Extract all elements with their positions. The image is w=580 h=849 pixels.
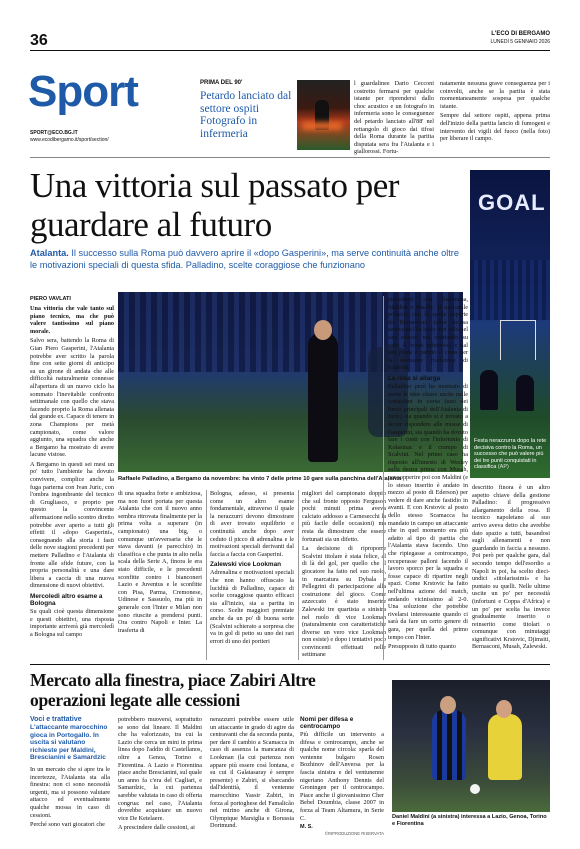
- second-col2: potrebbero muoversi, soprattutto se sono dai lineare. Il Maldini che ha valorizzato, tra cui la Lazio che cerca un mini in prima linea dopo l'addio di Castellanos, oltre a Genoa, Torino e Fiorentina. A Lazio e Fiorentina piace anche Brescianini, sul quale un anno fa c'era del Cagliari, e Samardzic, la cui partenza sarebbe valutata in caso di offerta congrua: nel caso, l'Atalanta dovrebbe acquistare un nuovo vice De Ketelaere. A prescindere dalle cessioni, ai: [118, 716, 203, 832]
- second-col4: Nomi per difesa e centrocampo Più difficile un intervento a difesa e centrocampo, anche se qualche nome circola: sparla del ventenne bulgaro Rosen Bozhinov dell'Anversa per la fascia sinistra e del ventunenne nigeriano Anthony Dennis del Groningen per il centrocampo. Piace anche il giovanissimo Cher Bebel Doumbia, classe 2007 in forza al Team Altamura, in Serie C. M. S. ©RIPRODUZIONE RISERVATA: [300, 716, 384, 837]
- teaser-kicker: PRIMA DEL 90': [200, 80, 243, 86]
- main-lead: [30, 248, 460, 271]
- main-col3: Bologna, adesso, si presenta come un altro esame fondamentale, attraverso il quale la nerazzurri devono dimostrare di aver trovato equilibrio e continuità anche dopo aver ceduto il picco di adrenalina e le motivazioni speciali derivanti dal faccia a faccia con Gasperini. Zalewski vice Lookman Adrenalina e motivazioni speciali che non hanno offuscato la lucidità di Palladino, capace di scelte coraggiose quanto efficaci sia all'inizio, sia a partita in corso. Scelte maggiori premiate anche da un po' di buona sorte (Scalvini schierato a sorpresa che va in gol di petto su uno dei rari errori di uno dei portieri: [210, 490, 294, 645]
- second-sign: M. S.: [300, 824, 313, 831]
- lead-text: Il successo sulla Roma può davvero aprire il «dopo Gasperini», ma serve continuità anche oltre le motivazioni speciali di questa sfida. Palladino, scelte coraggiose che funzionano: [30, 248, 459, 270]
- teaser-text-col2: natamente nessuna grave conseguenza per i coinvolti, anche se la partita è stata momentaneamente sospesa per qualche istante. Sempre dal settore ospiti, appena prima dell'inizio della partita lancio di fumogeni e intervento dei vigili del fuoco (nella foto) per liberare il campo.: [440, 80, 550, 143]
- teaser-text-col1: l guardalinee Dario Cecconi costretto fermarsi per qualche istante per riprendersi dallo choc acustico e un fotografo in infermeria sono le conseguenze del petardo lanciato all'88' nel rettangolo di gioco dai tifosi della Roma durante la partita disputata sera fra l'Atalanta e i giallorossi. Fortu-: [354, 80, 434, 156]
- second-sub: Voci e trattative: [30, 716, 82, 723]
- teaser-headline[interactable]: Petardo lanciato dal settore ospiti Fotografo in infermeria: [200, 90, 292, 140]
- second-col3: nerazzurri potrebbe essere utile un attaccante in grado di agire da centravanti che da seconda punta, per dare il cambio a Scamacca in caso di assenza la mancanza di Lookman (la cui partenza non appare più essere così lontana, e su cui il Galatasaray è sempre presente) e Zabiri, si sbarcando dall'identità, il ventenne marocchino Yassir Zabiri, in forza al portoghese del Famalicão nel mirino anche di Girona, Olympique Marsiglia e Borussia Dortmund.: [210, 716, 294, 830]
- issue-date: LUNEDÌ 5 GENNAIO 2026: [490, 39, 550, 45]
- divider-2: [298, 490, 299, 660]
- second-col1: Voci e trattative L'attaccante marocchino gioca in Portogallo. In uscita si valutano richieste per Maldini, Brescianini e Samardzic In un mercato che si apre tra le incertezze, l'Atalanta sta alla finestra: non ci sono necessità urgenti, ma si possono valutare attacco ed eventualmente qualche mossa in caso di cessioni. Perché sono vari giocatori che: [30, 716, 110, 829]
- section-title: Sport: [28, 67, 138, 116]
- main-col6: descritto finora è un altro aspetto chiave della gestione Palladino: il progressivo allargamento della rosa. Il tecnico napoletano al suo arrivo aveva detto che avrebbe dato spazio a tutti, basandosi sugli allenamenti e non guardando in faccia a nessuno. Poi però per qualche gara, dal secondo tempo dell'esordio a Napoli in poi, ha scelto dieci-undici «titolarissimi» e ha puntato su quelli. Nelle ultime uscite un po' per necessità (infortuni e Coppa d'Africa) e un po' per scelta ha invece gradualmente inserito o reinserito come titolari o comunque con minutaggi significativi Krstovic, Djimsiti, Bernasconi, Musah, Zalewski.: [472, 484, 550, 651]
- goal-overlay: GOAL: [478, 190, 546, 215]
- page-number: 36: [30, 32, 48, 49]
- second-copyright: ©RIPRODUZIONE RISERVATA: [324, 831, 384, 837]
- main-col2: di una squadra forte e ambiziosa, ma non fuori portata per questa Atalanta che con il nuovo anno sembra ritrovata finalmente per la prima volta a superare (in campionato) una big, o comunque un'avversaria che le stava davanti (e parecchio) in classifica e che punta in alto nella scala della Serie A, finora le era stato difficile, e le precedenti sconfitte contro i bianconeri Lazio e Juventus e le sconfitte con Pisa, Parma, Cremonese, Udinese e Sassuolo, ma più in generale con l'Inter e Milan non sono riuscite a prendersi punti. Ora contro Napoli e Inter. La trasferta di: [118, 490, 202, 634]
- lead-team: Atalanta.: [30, 248, 69, 258]
- main-col4: migliori del campionato doppio che sul fronte opposto Ferguson pochi minuti prima aveva calciato addosso a Carnesecchi la più facile delle occasioni) ma resta da dimostrare che essere fortunati sia un difetto. La decisione di riproporre Scalvini titolare è stata felice, al di là del gol, per quello che il giocatore ha fatto nel suo ruolo, in marcatura su Dybala e Pellegrini di partecipazione alla costruzione del gioco. Come azzeccato è stato inserire Zalewski tre quartista a sinistra nel ruolo di vice Lookman (naturalmente con caratteristiche diverse un vero vice Lookman non esiste) e dopo i tentativi poco convincenti effettuati nelle settimane: [302, 490, 386, 659]
- palladino-caption: Raffaele Palladino, a Bergamo da novembre: ha vinto 7 delle prime 10 gare sulla panchina dell'Atalanta: [118, 476, 402, 482]
- celebration-photo: [470, 170, 550, 478]
- main-col1: PIERO VAVLATI Una vittoria che vale tanto sul piano tecnico, ma che può valere tantissimo sul piano morale. Salvo sera, battendo la Roma di Gian Piero Gasperini, l'Atalanta potrebbe aver scritto la parola fine con sette giorni di anticipo su un girone di andata che alle difficoltà naturalmente connesse all'apertura di un nuovo ciclo ha sommato l'inevitabile confronto settimanale con quello che stava facendo proprio la Roma allenata dal grande ex. Capace di tenere in zona Champions per metà campionato, come valore aggiunto, una squadra che anche a Bergamo ha mostrato di avere lacune vistose. A Bergamo in questi sei mesi un po' tutto l'ambiente ha dovuto convivere, complice anche la fuga parterna con Ivan Juric, con l'ombra ingombrante del tecnico di Grugliasco, e proprio per questo la convincente affermazione nello scontro diretto potrebbe aver aperto a tutti gli effetti il «dopo Gasperini», consegnando alla storia i fasti delle nove stagioni precedenti per mettere Palladino e l'Atalanta di fronte alle sfide future, con la propria personalità e una dare libera a caccia di una nuova dimensione di nuovi obiettivi. Mercoledì altro esame a Bologna Su quali cioè questa dimensione e questi obiettivi, una risposta importante arriverà già mercoledì a Bologna sul campo: [30, 296, 115, 638]
- second-headline[interactable]: Mercato alla finestra, piace Zabiri Altre operazioni legate alle cessioni: [30, 670, 316, 710]
- section-rule: [30, 157, 550, 158]
- second-rule: [30, 664, 550, 665]
- byline: PIERO VAVLATI: [30, 296, 71, 302]
- section-email[interactable]: SPORT@ECO.BG.IT: [30, 130, 78, 136]
- main-col5: precedenti con Sulemana, Maldini e Pasalic. Il nazionale polacco, con le spalle coperte da Bernasconi (altra mossa azzeccata) ha lucio non solo nel suo settore, ma svariando su tutto il fronte offensivo, e dal suo piede è partito il cross per la decisione risolutrice di Scalvini. La rosa si allarga Palladino però ha mostrato di avere le idee chiare anche nelle variazioni in corsa (uno dei limiti principali dell'Atalanta di Juric) sia quando si è trovato a dover rispondere alle mosse di Gasperini, sia quando ha dovuto fare i conti con l'infortunio di Kolasinac e il crampo di Scalvini. Nel primo caso ha risposto all'innesto di Wesley sulla destra prima con Musah, per sopperire poi con Maldini (e lo stesso inserito è andato in mezzo al posto di Ederson) per vedere di dare anche fastidio in avanti. E con Krstovic al posto dello stesso Scamacca ha mandato in campo un attaccante che in quel momento era più adatto al tipo di partita che l'Atalanta stava facendo. Uno che ripiegasse a centrocampo, recuperasse palloni facendo il lavoro sporco per la squadra e fosse capace di ripartire negli spazi. Come Krstovic ha fatto nell'ultima azione del match, andando vicinissimo al 2-0. Una soluzione che potrebbe rivelarsi interessante quando ci sarà da fare un certo genere di gara, per quella del primo tempo con l'Inter. Presupposto di tutto quanto: [388, 296, 468, 651]
- divider-3: [383, 296, 384, 660]
- maldini-photo: [392, 680, 550, 812]
- divider-1: [206, 490, 207, 660]
- paper-name: L'ECO DI BERGAMO: [491, 31, 550, 37]
- second-deck: L'attaccante marocchino gioca in Portogallo. In uscita si valutano richieste per Maldini, Brescianini e Samardzic: [30, 724, 108, 762]
- maldini-caption: Daniel Maldini (a sinistra) interessa a Lazio, Genoa, Torino e Fiorentina: [392, 814, 547, 827]
- main-headline[interactable]: Una vittoria sul passato per guardare al futuro: [30, 166, 399, 244]
- section-url[interactable]: www.ecodibergamo.it/sport/section/: [30, 137, 109, 143]
- teaser-photo: [297, 80, 350, 150]
- header-rule: [30, 50, 550, 51]
- celebration-caption: Festa nerazzurra dopo la rete decisiva contro la Roma, un successo che può valere più dei tre punti conquistati in classifica (AP): [474, 438, 547, 471]
